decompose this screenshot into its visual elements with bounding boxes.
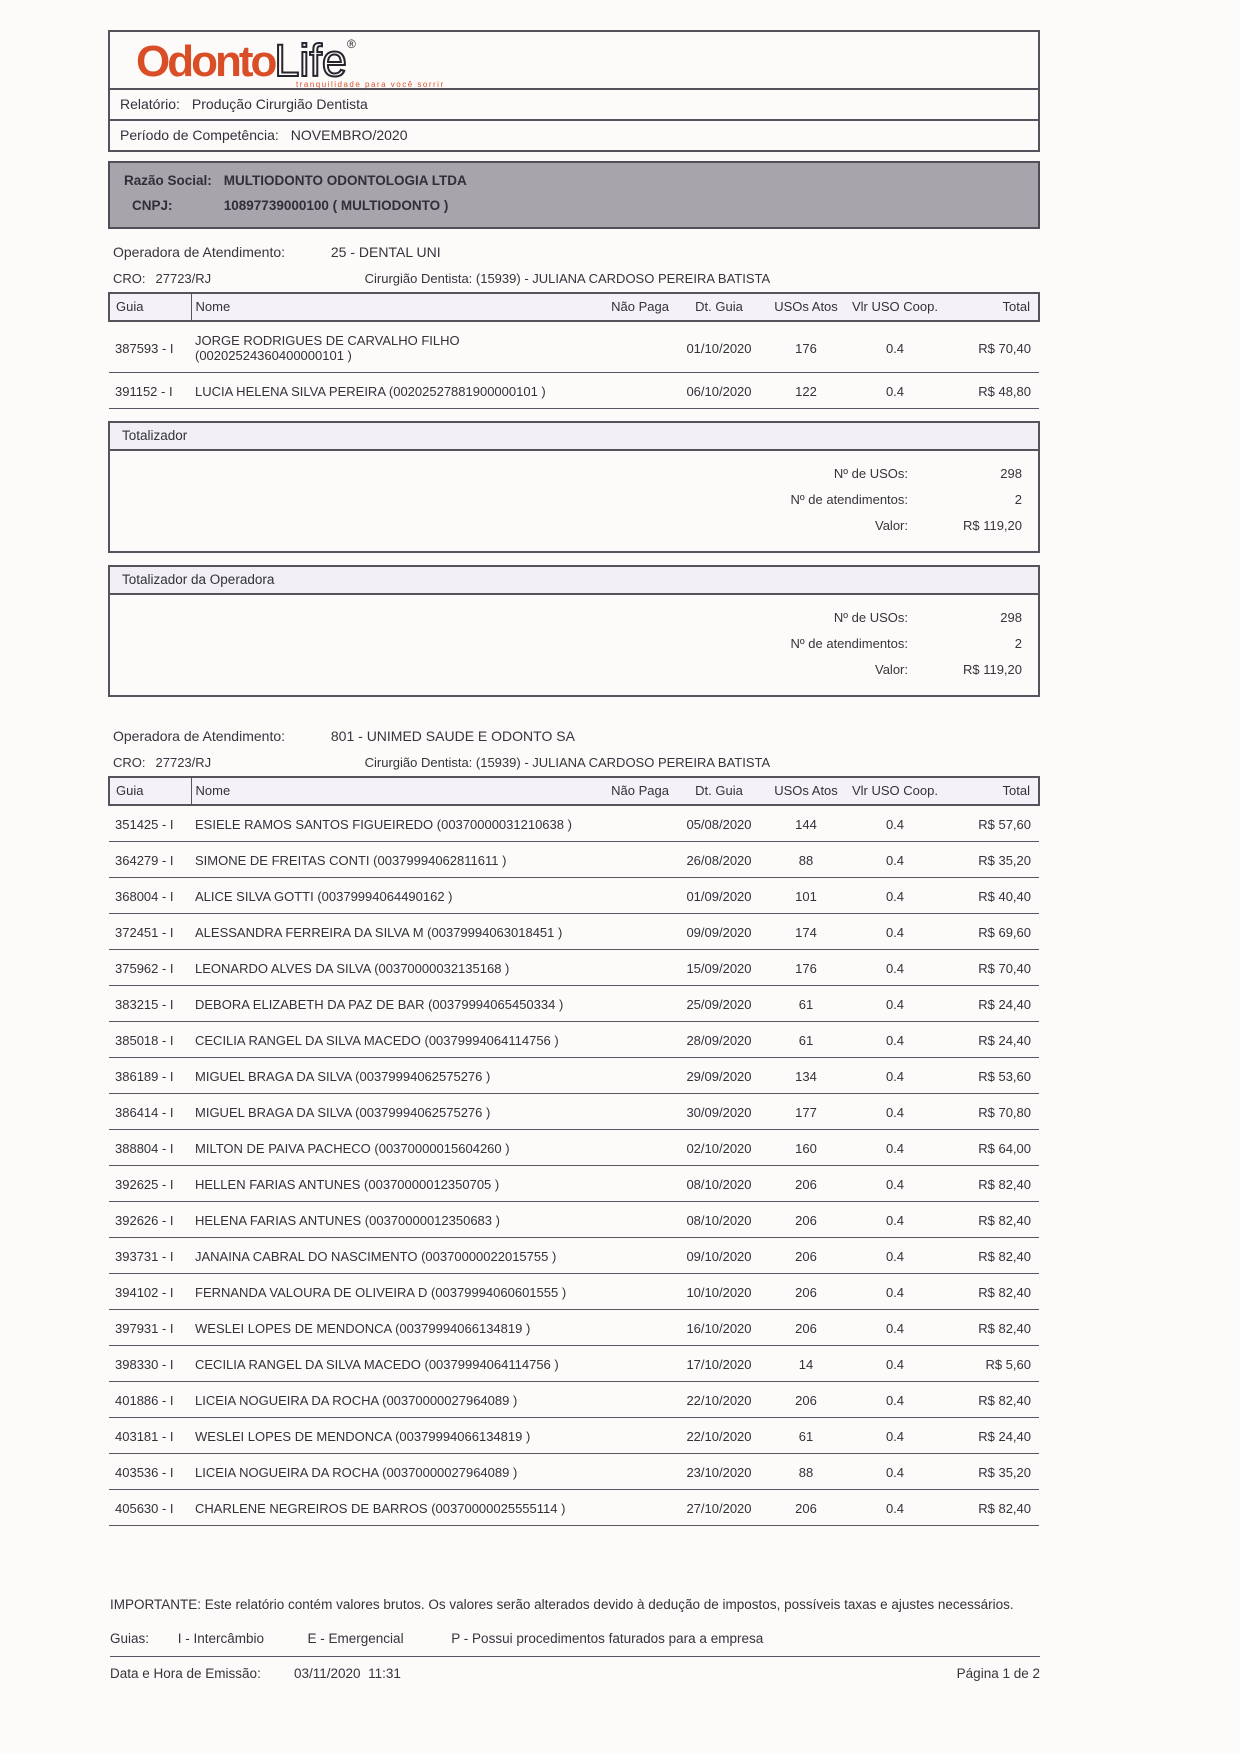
- operadora-value: 801 - UNIMED SAUDE E ODONTO SA: [330, 728, 575, 744]
- nao-paga-cell: [607, 1310, 673, 1346]
- valor-label: Valor:: [875, 518, 908, 533]
- nome-cell: LICEIA NOGUEIRA DA ROCHA (00370000027964089 ): [191, 1382, 607, 1418]
- nao-paga-cell: [607, 878, 673, 914]
- nao-paga-cell: [607, 1166, 673, 1202]
- col-vlr-uso-coop: Vlr USO Coop.: [847, 777, 943, 805]
- vlr-uso-coop-cell: 0.4: [847, 1238, 943, 1274]
- nome-cell: ALESSANDRA FERREIRA DA SILVA M (00379994063018451 ): [191, 914, 607, 950]
- guia-cell: 375962 - I: [109, 950, 191, 986]
- operadora-label: Operadora de Atendimento:: [113, 728, 286, 744]
- period-label: Período de Competência:: [120, 127, 279, 143]
- razao-social-row: [110, 169, 1038, 194]
- vlr-uso-coop-cell: 0.4: [847, 1490, 943, 1526]
- guia-cell: 394102 - I: [109, 1274, 191, 1310]
- nao-paga-cell: [607, 373, 673, 409]
- table-row: [109, 805, 1039, 842]
- guia-cell: 403181 - I: [109, 1418, 191, 1454]
- guia-cell: 403536 - I: [109, 1454, 191, 1490]
- vlr-uso-coop-cell: 0.4: [847, 842, 943, 878]
- nao-paga-cell: [607, 1022, 673, 1058]
- nome-cell: ALICE SILVA GOTTI (00379994064490162 ): [191, 878, 607, 914]
- usos-atos-cell: 160: [765, 1130, 847, 1166]
- usos-atos-cell: 206: [765, 1490, 847, 1526]
- table-row: [109, 1418, 1039, 1454]
- total-cell: R$ 69,60: [943, 914, 1039, 950]
- dt-guia-cell: 23/10/2020: [673, 1454, 765, 1490]
- table-row: [109, 914, 1039, 950]
- nome-cell: MILTON DE PAIVA PACHECO (00370000015604260 ): [191, 1130, 607, 1166]
- nome-cell: CHARLENE NEGREIROS DE BARROS (00370000025555114 ): [191, 1490, 607, 1526]
- vlr-uso-coop-cell: 0.4: [847, 950, 943, 986]
- vlr-uso-coop-cell: 0.4: [847, 1274, 943, 1310]
- col-vlr-uso-coop: Vlr USO Coop.: [847, 293, 943, 321]
- table-header-row: [109, 293, 1039, 321]
- dt-guia-cell: 08/10/2020: [673, 1166, 765, 1202]
- totalizador-usos-row: [110, 461, 1038, 487]
- vlr-uso-coop-cell: 0.4: [847, 1310, 943, 1346]
- dt-guia-cell: 10/10/2020: [673, 1274, 765, 1310]
- total-cell: R$ 53,60: [943, 1058, 1039, 1094]
- vlr-uso-coop-cell: 0.4: [847, 321, 943, 373]
- table-header-row: [109, 777, 1039, 805]
- nome-cell: WESLEI LOPES DE MENDONCA (00379994066134819 ): [191, 1310, 607, 1346]
- totalizador-op-valor-row: [110, 657, 1038, 683]
- total-cell: R$ 64,00: [943, 1130, 1039, 1166]
- vlr-uso-coop-cell: 0.4: [847, 1166, 943, 1202]
- razao-social-label: Razão Social:: [124, 173, 212, 188]
- vlr-uso-coop-cell: 0.4: [847, 1022, 943, 1058]
- total-cell: R$ 24,40: [943, 1418, 1039, 1454]
- total-cell: R$ 40,40: [943, 878, 1039, 914]
- table-row: [109, 1310, 1039, 1346]
- vlr-uso-coop-cell: 0.4: [847, 1130, 943, 1166]
- col-nome: Nome: [191, 293, 607, 321]
- totalizador-atendimentos-row: [110, 487, 1038, 513]
- company-band: [108, 161, 1040, 229]
- logo-life-text: Life: [274, 35, 347, 86]
- nao-paga-cell: [607, 1418, 673, 1454]
- nao-paga-cell: [607, 1202, 673, 1238]
- total-cell: R$ 82,40: [943, 1490, 1039, 1526]
- totalizador-valor-row: [110, 513, 1038, 539]
- table-row: [109, 1454, 1039, 1490]
- table-row: [109, 321, 1039, 373]
- n-atendimentos-value: 2: [1014, 636, 1022, 651]
- nome-cell: LICEIA NOGUEIRA DA ROCHA (00370000027964089 ): [191, 1454, 607, 1490]
- col-total: Total: [943, 777, 1039, 805]
- guia-cell: 393731 - I: [109, 1238, 191, 1274]
- dt-guia-cell: 22/10/2020: [673, 1418, 765, 1454]
- valor-label: Valor:: [875, 662, 908, 677]
- dt-guia-cell: 26/08/2020: [673, 842, 765, 878]
- guia-cell: 385018 - I: [109, 1022, 191, 1058]
- n-atendimentos-value: 2: [1014, 492, 1022, 507]
- table-row: [109, 878, 1039, 914]
- nao-paga-cell: [607, 1382, 673, 1418]
- usos-atos-cell: 14: [765, 1346, 847, 1382]
- usos-atos-cell: 61: [765, 986, 847, 1022]
- table-row: [109, 986, 1039, 1022]
- logo-tagline: tranquilidade para você sorrir: [296, 80, 445, 89]
- cro-line-1: [108, 271, 1040, 286]
- nao-paga-cell: [607, 1346, 673, 1382]
- col-total: Total: [943, 293, 1039, 321]
- col-dt-guia: Dt. Guia: [673, 293, 765, 321]
- dt-guia-cell: 25/09/2020: [673, 986, 765, 1022]
- vlr-uso-coop-cell: 0.4: [847, 986, 943, 1022]
- guia-cell: 397931 - I: [109, 1310, 191, 1346]
- vlr-uso-coop-cell: 0.4: [847, 878, 943, 914]
- nome-cell: HELENA FARIAS ANTUNES (00370000012350683 ): [191, 1202, 607, 1238]
- guia-cell: 387593 - I: [109, 321, 191, 373]
- n-atendimentos-label: Nº de atendimentos:: [790, 636, 908, 651]
- usos-atos-cell: 88: [765, 842, 847, 878]
- n-usos-value: 298: [1000, 466, 1022, 481]
- total-cell: R$ 35,20: [943, 1454, 1039, 1490]
- emission-label: Data e Hora de Emissão:: [110, 1665, 261, 1681]
- nome-cell: JORGE RODRIGUES DE CARVALHO FILHO (00202524360400000101 ): [191, 321, 607, 373]
- table-row: [109, 1238, 1039, 1274]
- nao-paga-cell: [607, 1238, 673, 1274]
- nome-cell: CECILIA RANGEL DA SILVA MACEDO (00379994064114756 ): [191, 1346, 607, 1382]
- operadora-label: Operadora de Atendimento:: [113, 244, 286, 260]
- guides-table-dental-uni: [108, 292, 1040, 409]
- col-nome: Nome: [191, 777, 607, 805]
- dt-guia-cell: 01/09/2020: [673, 878, 765, 914]
- usos-atos-cell: 206: [765, 1382, 847, 1418]
- guia-cell: 401886 - I: [109, 1382, 191, 1418]
- nao-paga-cell: [607, 1058, 673, 1094]
- legend-intercambio: I - Intercâmbio: [177, 1630, 265, 1646]
- dt-guia-cell: 05/08/2020: [673, 805, 765, 842]
- report-title-row: [110, 90, 1038, 121]
- table-row: [109, 1346, 1039, 1382]
- period-value: NOVEMBRO/2020: [290, 127, 408, 143]
- report-header-box: [108, 30, 1040, 152]
- nao-paga-cell: [607, 1130, 673, 1166]
- dt-guia-cell: 29/09/2020: [673, 1058, 765, 1094]
- nome-cell: LEONARDO ALVES DA SILVA (00370000032135168 ): [191, 950, 607, 986]
- col-nao-paga: Não Paga: [607, 777, 673, 805]
- guias-label: Guias:: [110, 1630, 150, 1646]
- nome-cell: FERNANDA VALOURA DE OLIVEIRA D (00379994060601555 ): [191, 1274, 607, 1310]
- operadora-line-2: [108, 728, 1040, 744]
- cro-label: CRO:: [113, 755, 146, 770]
- table-row: [109, 1274, 1039, 1310]
- usos-atos-cell: 134: [765, 1058, 847, 1094]
- total-cell: R$ 70,40: [943, 950, 1039, 986]
- col-dt-guia: Dt. Guia: [673, 777, 765, 805]
- dt-guia-cell: 01/10/2020: [673, 321, 765, 373]
- col-usos-atos: USOs Atos: [765, 293, 847, 321]
- valor-value: R$ 119,20: [962, 518, 1022, 533]
- dentista-value: Cirurgião Dentista: (15939) - JULIANA CARDOSO PEREIRA BATISTA: [364, 755, 771, 770]
- cro-line-2: [108, 755, 1040, 770]
- nao-paga-cell: [607, 950, 673, 986]
- guia-cell: 386414 - I: [109, 1094, 191, 1130]
- n-usos-label: Nº de USOs:: [833, 466, 908, 481]
- guia-cell: 388804 - I: [109, 1130, 191, 1166]
- totalizador-operadora-label: Totalizador da Operadora: [122, 572, 275, 587]
- col-guia: Guia: [109, 777, 191, 805]
- vlr-uso-coop-cell: 0.4: [847, 373, 943, 409]
- vlr-uso-coop-cell: 0.4: [847, 1058, 943, 1094]
- dt-guia-cell: 22/10/2020: [673, 1382, 765, 1418]
- totalizador-label: Totalizador: [122, 428, 188, 443]
- usos-atos-cell: 88: [765, 1454, 847, 1490]
- total-cell: R$ 5,60: [943, 1346, 1039, 1382]
- usos-atos-cell: 101: [765, 878, 847, 914]
- vlr-uso-coop-cell: 0.4: [847, 1094, 943, 1130]
- n-usos-label: Nº de USOs:: [833, 610, 908, 625]
- emission-row: [110, 1666, 1040, 1681]
- total-cell: R$ 82,40: [943, 1202, 1039, 1238]
- table-row: [109, 1130, 1039, 1166]
- totalizador-op-usos-row: [110, 605, 1038, 631]
- cro-value: 27723/RJ: [155, 271, 212, 286]
- table-row: [109, 1166, 1039, 1202]
- nao-paga-cell: [607, 1490, 673, 1526]
- cro-value: 27723/RJ: [155, 755, 212, 770]
- nome-cell: DEBORA ELIZABETH DA PAZ DE BAR (00379994065450334 ): [191, 986, 607, 1022]
- nome-cell: HELLEN FARIAS ANTUNES (00370000012350705 ): [191, 1166, 607, 1202]
- cnpj-value: 10897739000100 ( MULTIODONTO ): [223, 198, 449, 213]
- vlr-uso-coop-cell: 0.4: [847, 1454, 943, 1490]
- nome-cell: LUCIA HELENA SILVA PEREIRA (00202527881900000101 ): [191, 373, 607, 409]
- nome-cell: CECILIA RANGEL DA SILVA MACEDO (00379994064114756 ): [191, 1022, 607, 1058]
- dt-guia-cell: 08/10/2020: [673, 1202, 765, 1238]
- nao-paga-cell: [607, 321, 673, 373]
- nao-paga-cell: [607, 842, 673, 878]
- vlr-uso-coop-cell: 0.4: [847, 805, 943, 842]
- guia-cell: 405630 - I: [109, 1490, 191, 1526]
- report-footer: [108, 1594, 1040, 1681]
- nome-cell: JANAINA CABRAL DO NASCIMENTO (00370000022015755 ): [191, 1238, 607, 1274]
- report-value: Produção Cirurgião Dentista: [191, 96, 368, 112]
- usos-atos-cell: 176: [765, 321, 847, 373]
- usos-atos-cell: 177: [765, 1094, 847, 1130]
- nao-paga-cell: [607, 986, 673, 1022]
- guia-cell: 391152 - I: [109, 373, 191, 409]
- total-cell: R$ 82,40: [943, 1238, 1039, 1274]
- col-usos-atos: USOs Atos: [765, 777, 847, 805]
- total-cell: R$ 57,60: [943, 805, 1039, 842]
- usos-atos-cell: 61: [765, 1418, 847, 1454]
- usos-atos-cell: 206: [765, 1238, 847, 1274]
- nao-paga-cell: [607, 914, 673, 950]
- n-usos-value: 298: [1000, 610, 1022, 625]
- cnpj-row: [110, 194, 1038, 219]
- table-row: [109, 1202, 1039, 1238]
- legend-emergencial: E - Emergencial: [307, 1630, 404, 1646]
- usos-atos-cell: 206: [765, 1166, 847, 1202]
- nao-paga-cell: [607, 1454, 673, 1490]
- col-nao-paga: Não Paga: [607, 293, 673, 321]
- table-row: [109, 1490, 1039, 1526]
- guia-cell: 392626 - I: [109, 1202, 191, 1238]
- dt-guia-cell: 17/10/2020: [673, 1346, 765, 1382]
- col-guia: Guia: [109, 293, 191, 321]
- dt-guia-cell: 27/10/2020: [673, 1490, 765, 1526]
- n-atendimentos-label: Nº de atendimentos:: [790, 492, 908, 507]
- vlr-uso-coop-cell: 0.4: [847, 1202, 943, 1238]
- cro-label: CRO:: [113, 271, 146, 286]
- nome-cell: ESIELE RAMOS SANTOS FIGUEIREDO (00370000031210638 ): [191, 805, 607, 842]
- cnpj-label: CNPJ:: [132, 198, 173, 213]
- guia-cell: 383215 - I: [109, 986, 191, 1022]
- nao-paga-cell: [607, 1274, 673, 1310]
- guia-cell: 351425 - I: [109, 805, 191, 842]
- guia-cell: 372451 - I: [109, 914, 191, 950]
- table-row: [109, 1094, 1039, 1130]
- total-cell: R$ 82,40: [943, 1274, 1039, 1310]
- nome-cell: MIGUEL BRAGA DA SILVA (00379994062575276 ): [191, 1058, 607, 1094]
- registered-mark-icon: ®: [346, 37, 356, 51]
- dt-guia-cell: 16/10/2020: [673, 1310, 765, 1346]
- nome-cell: WESLEI LOPES DE MENDONCA (00379994066134819 ): [191, 1418, 607, 1454]
- guias-legend-row: [110, 1627, 1040, 1657]
- logo-row: [110, 32, 1038, 90]
- total-cell: R$ 24,40: [943, 1022, 1039, 1058]
- legend-procedimentos: P - Possui procedimentos faturados para a empresa: [451, 1630, 764, 1646]
- usos-atos-cell: 122: [765, 373, 847, 409]
- total-cell: R$ 82,40: [943, 1310, 1039, 1346]
- dt-guia-cell: 28/09/2020: [673, 1022, 765, 1058]
- dentista-value: Cirurgião Dentista: (15939) - JULIANA CARDOSO PEREIRA BATISTA: [364, 271, 771, 286]
- total-cell: R$ 24,40: [943, 986, 1039, 1022]
- usos-atos-cell: 174: [765, 914, 847, 950]
- usos-atos-cell: 61: [765, 1022, 847, 1058]
- operadora-value: 25 - DENTAL UNI: [330, 244, 441, 260]
- period-row: [110, 121, 1038, 150]
- vlr-uso-coop-cell: 0.4: [847, 1382, 943, 1418]
- guia-cell: 398330 - I: [109, 1346, 191, 1382]
- dt-guia-cell: 09/10/2020: [673, 1238, 765, 1274]
- table-row: [109, 1382, 1039, 1418]
- guides-table-unimed: [108, 776, 1040, 1526]
- usos-atos-cell: 206: [765, 1274, 847, 1310]
- logo-odonto-text: Odonto: [136, 37, 275, 86]
- vlr-uso-coop-cell: 0.4: [847, 1418, 943, 1454]
- dt-guia-cell: 30/09/2020: [673, 1094, 765, 1130]
- guia-cell: 364279 - I: [109, 842, 191, 878]
- totalizador-box: [108, 451, 1040, 553]
- totalizador-operadora-box: [108, 595, 1040, 697]
- table-row: [109, 373, 1039, 409]
- total-cell: R$ 35,20: [943, 842, 1039, 878]
- vlr-uso-coop-cell: 0.4: [847, 1346, 943, 1382]
- total-cell: R$ 70,40: [943, 321, 1039, 373]
- nome-cell: SIMONE DE FREITAS CONTI (00379994062811611 ): [191, 842, 607, 878]
- dt-guia-cell: 02/10/2020: [673, 1130, 765, 1166]
- usos-atos-cell: 206: [765, 1310, 847, 1346]
- totalizador-op-atendimentos-row: [110, 631, 1038, 657]
- dt-guia-cell: 15/09/2020: [673, 950, 765, 986]
- emission-value: 03/11/2020 11:31: [294, 1665, 401, 1681]
- page-number: Página 1 de 2: [956, 1665, 1040, 1681]
- important-note: IMPORTANTE: Este relatório contém valores brutos. Os valores serão alterados devido à dedução de impostos, possíveis taxas e ajustes necessários.: [110, 1597, 1014, 1612]
- usos-atos-cell: 206: [765, 1202, 847, 1238]
- total-cell: R$ 82,40: [943, 1382, 1039, 1418]
- nao-paga-cell: [607, 805, 673, 842]
- guia-cell: 386189 - I: [109, 1058, 191, 1094]
- table-row: [109, 842, 1039, 878]
- table-row: [109, 1058, 1039, 1094]
- report-label: Relatório:: [120, 96, 180, 112]
- dt-guia-cell: 09/09/2020: [673, 914, 765, 950]
- operadora-line-1: [108, 244, 1040, 260]
- total-cell: R$ 70,80: [943, 1094, 1039, 1130]
- table-row: [109, 1022, 1039, 1058]
- totalizador-bar: [108, 421, 1040, 451]
- guia-cell: 368004 - I: [109, 878, 191, 914]
- dt-guia-cell: 06/10/2020: [673, 373, 765, 409]
- total-cell: R$ 48,80: [943, 373, 1039, 409]
- usos-atos-cell: 176: [765, 950, 847, 986]
- valor-value: R$ 119,20: [962, 662, 1022, 677]
- usos-atos-cell: 144: [765, 805, 847, 842]
- nao-paga-cell: [607, 1094, 673, 1130]
- total-cell: R$ 82,40: [943, 1166, 1039, 1202]
- guia-cell: 392625 - I: [109, 1166, 191, 1202]
- vlr-uso-coop-cell: 0.4: [847, 914, 943, 950]
- totalizador-operadora-bar: [108, 565, 1040, 595]
- razao-social-value: MULTIODONTO ODONTOLOGIA LTDA: [223, 173, 467, 188]
- nome-cell: MIGUEL BRAGA DA SILVA (00379994062575276 ): [191, 1094, 607, 1130]
- table-row: [109, 950, 1039, 986]
